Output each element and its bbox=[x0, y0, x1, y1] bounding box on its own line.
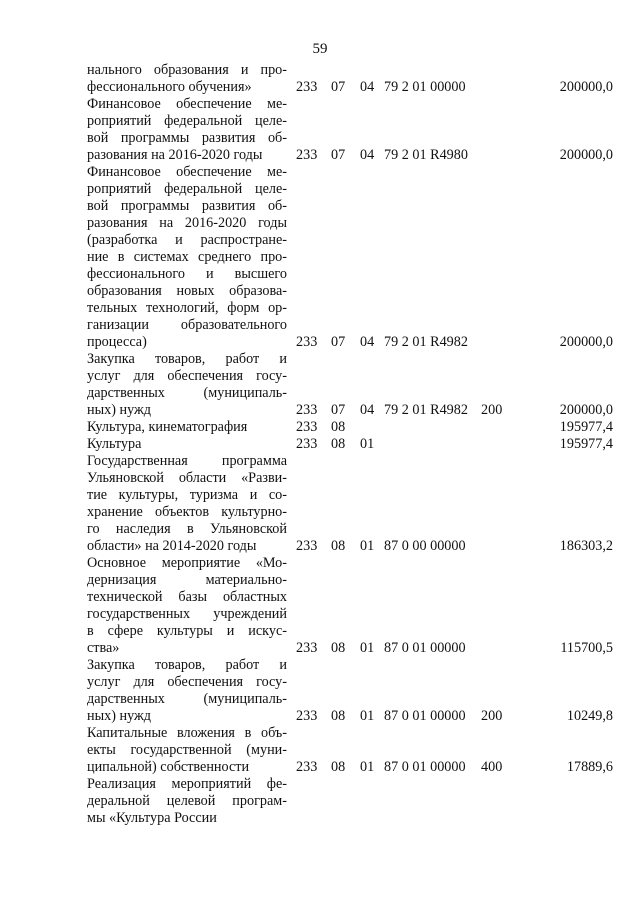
description-line: дарственных (муниципаль- bbox=[87, 691, 287, 707]
description-line: тельных технологий, форм ор- bbox=[87, 300, 287, 316]
description-line: образования новых образова- bbox=[87, 283, 287, 299]
description-line: вой программы развития об- bbox=[87, 130, 287, 146]
amount: 17889,6 bbox=[566, 759, 613, 775]
row-description bbox=[87, 725, 287, 776]
subsection-code: 04 bbox=[360, 334, 375, 350]
table-row bbox=[0, 725, 640, 776]
row-description bbox=[87, 351, 287, 419]
department-code: 233 bbox=[296, 436, 318, 452]
description-line: ние в системах среднего про- bbox=[87, 249, 287, 265]
table-row bbox=[0, 62, 640, 96]
row-description bbox=[87, 555, 287, 657]
amount: 200000,0 bbox=[559, 334, 613, 350]
department-code: 233 bbox=[296, 334, 318, 350]
amount: 200000,0 bbox=[559, 79, 613, 95]
table-row bbox=[0, 453, 640, 555]
description-line: дернизация материально- bbox=[87, 572, 287, 588]
description-line: фессионального обучения» bbox=[87, 79, 252, 95]
description-line: ных) нужд bbox=[87, 708, 152, 724]
description-line: в сфере культуры и искус- bbox=[87, 623, 287, 639]
description-line: государственных учреждений bbox=[87, 606, 287, 622]
department-code: 233 bbox=[296, 640, 318, 656]
section-code: 08 bbox=[331, 640, 346, 656]
description-line: Культура, кинематография bbox=[87, 419, 248, 435]
description-line: Финансовое обеспечение ме- bbox=[87, 96, 287, 112]
target-article-code: 87 0 00 00000 bbox=[384, 538, 466, 554]
row-description bbox=[87, 62, 287, 96]
subsection-code: 01 bbox=[360, 708, 375, 724]
amount: 195977,4 bbox=[559, 419, 613, 435]
section-code: 08 bbox=[331, 419, 346, 435]
department-code: 233 bbox=[296, 538, 318, 554]
description-line: вой программы развития об- bbox=[87, 198, 287, 214]
description-line: го наследия в Ульяновской bbox=[87, 521, 287, 537]
department-code: 233 bbox=[296, 79, 318, 95]
amount: 200000,0 bbox=[559, 147, 613, 163]
description-line: ципальной) собственности bbox=[87, 759, 250, 775]
target-article-code: 79 2 01 R4982 bbox=[384, 334, 468, 350]
description-line: Закупка товаров, работ и bbox=[87, 657, 287, 673]
subsection-code: 04 bbox=[360, 79, 375, 95]
section-code: 07 bbox=[331, 147, 346, 163]
page-number: 59 bbox=[312, 41, 328, 57]
description-line: технической базы областных bbox=[87, 589, 287, 605]
description-line: услуг для обеспечения госу- bbox=[87, 368, 287, 384]
subsection-code: 04 bbox=[360, 147, 375, 163]
section-code: 08 bbox=[331, 759, 346, 775]
description-line: Закупка товаров, работ и bbox=[87, 351, 287, 367]
section-code: 08 bbox=[331, 538, 346, 554]
description-line: Основное мероприятие «Мо- bbox=[87, 555, 287, 571]
target-article-code: 79 2 01 R4980 bbox=[384, 147, 468, 163]
description-line: разования на 2016-2020 годы bbox=[87, 215, 287, 231]
department-code: 233 bbox=[296, 708, 318, 724]
amount: 195977,4 bbox=[559, 436, 613, 452]
description-line: (разработка и распростране- bbox=[87, 232, 287, 248]
subsection-code: 01 bbox=[360, 436, 375, 452]
description-line: Финансовое обеспечение ме- bbox=[87, 164, 287, 180]
description-line: Культура bbox=[87, 436, 142, 452]
description-line: дарственных (муниципаль- bbox=[87, 385, 287, 401]
row-description bbox=[87, 96, 287, 164]
description-line: ганизации образовательного bbox=[87, 317, 287, 333]
table-row bbox=[0, 419, 640, 436]
department-code: 233 bbox=[296, 402, 318, 418]
description-line: мы «Культура России bbox=[87, 810, 217, 826]
section-code: 08 bbox=[331, 436, 346, 452]
description-line: деральной целевой програм- bbox=[87, 793, 287, 809]
table-row bbox=[0, 96, 640, 164]
section-code: 07 bbox=[331, 334, 346, 350]
table-row bbox=[0, 164, 640, 351]
row-description bbox=[87, 419, 287, 436]
budget-table bbox=[0, 62, 640, 827]
subsection-code: 04 bbox=[360, 402, 375, 418]
target-article-code: 87 0 01 00000 bbox=[384, 640, 466, 656]
department-code: 233 bbox=[296, 419, 318, 435]
table-row bbox=[0, 351, 640, 419]
description-line: фессионального и высшего bbox=[87, 266, 287, 282]
table-row bbox=[0, 657, 640, 725]
target-article-code: 87 0 01 00000 bbox=[384, 708, 466, 724]
description-line: екты государственной (муни- bbox=[87, 742, 287, 758]
amount: 115700,5 bbox=[560, 640, 613, 656]
target-article-code: 79 2 01 00000 bbox=[384, 79, 466, 95]
row-description bbox=[87, 657, 287, 725]
amount: 200000,0 bbox=[559, 402, 613, 418]
description-line: области» на 2014-2020 годы bbox=[87, 538, 257, 554]
description-line: ных) нужд bbox=[87, 402, 152, 418]
description-line: роприятий федеральной целе- bbox=[87, 113, 287, 129]
table-row bbox=[0, 436, 640, 453]
table-row bbox=[0, 555, 640, 657]
description-line: Капитальные вложения в объ- bbox=[87, 725, 287, 741]
description-line: хранение объектов культурно- bbox=[87, 504, 287, 520]
description-line: Ульяновской области «Разви- bbox=[87, 470, 287, 486]
description-line: роприятий федеральной целе- bbox=[87, 181, 287, 197]
section-code: 08 bbox=[331, 708, 346, 724]
section-code: 07 bbox=[331, 79, 346, 95]
description-line: процесса) bbox=[87, 334, 147, 350]
table-row bbox=[0, 776, 640, 827]
description-line: ства» bbox=[87, 640, 120, 656]
description-line: разования на 2016-2020 годы bbox=[87, 147, 263, 163]
subsection-code: 01 bbox=[360, 759, 375, 775]
subsection-code: 01 bbox=[360, 640, 375, 656]
section-code: 07 bbox=[331, 402, 346, 418]
description-line: тие культуры, туризма и со- bbox=[87, 487, 287, 503]
row-description bbox=[87, 436, 287, 453]
expense-type-code: 200 bbox=[481, 402, 503, 418]
row-description bbox=[87, 776, 287, 827]
target-article-code: 79 2 01 R4982 bbox=[384, 402, 468, 418]
description-line: Государственная программа bbox=[87, 453, 287, 469]
amount: 186303,2 bbox=[559, 538, 613, 554]
expense-type-code: 400 bbox=[481, 759, 503, 775]
description-line: нального образования и про- bbox=[87, 62, 287, 78]
department-code: 233 bbox=[296, 759, 318, 775]
row-description bbox=[87, 164, 287, 351]
amount: 10249,8 bbox=[566, 708, 613, 724]
target-article-code: 87 0 01 00000 bbox=[384, 759, 466, 775]
subsection-code: 01 bbox=[360, 538, 375, 554]
department-code: 233 bbox=[296, 147, 318, 163]
expense-type-code: 200 bbox=[481, 708, 503, 724]
description-line: Реализация мероприятий фе- bbox=[87, 776, 287, 792]
row-description bbox=[87, 453, 287, 555]
description-line: услуг для обеспечения госу- bbox=[87, 674, 287, 690]
